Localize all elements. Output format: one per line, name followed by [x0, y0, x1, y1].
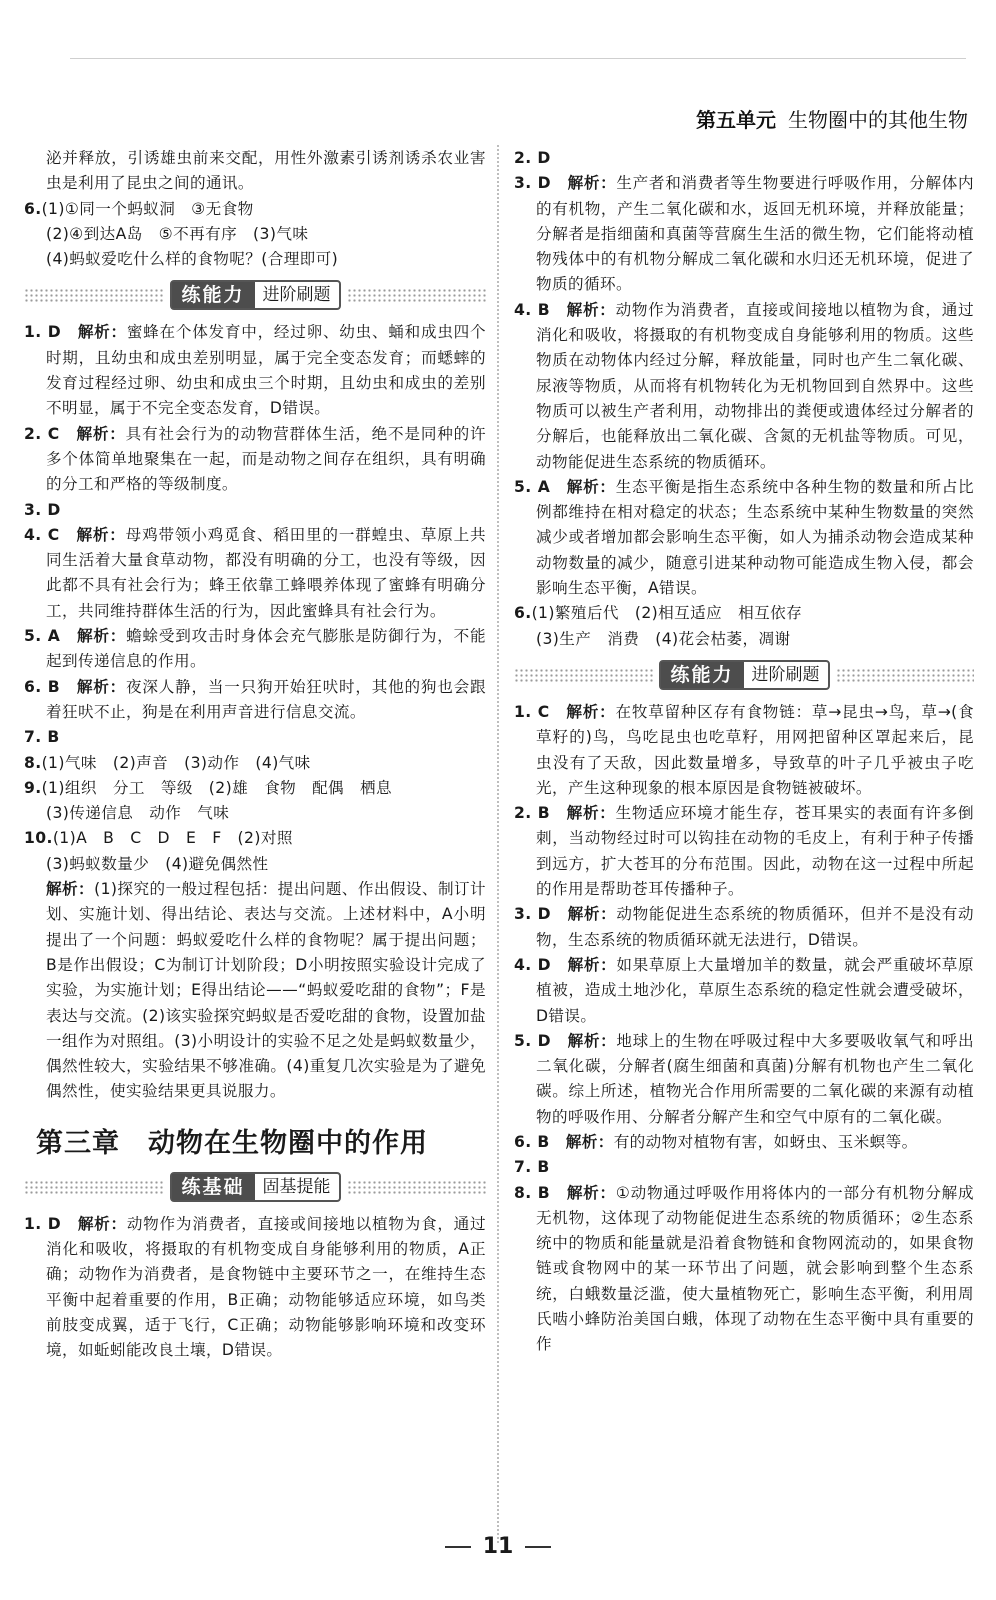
dotted-rule	[24, 1180, 164, 1194]
answer-item: 1. C 解析：在牧草留种区存有食物链：草→昆虫→鸟，草→(食草籽的)鸟，鸟吃昆虫也吃草籽，用网把留种区罩起来后，昆虫没有了天敌，因此数量增多，导致草的叶子几乎被虫子吃光，产生这种现象的根本原因是食物链被破坏。	[514, 702, 975, 797]
answer-6-line2: (2)④到达A岛 ⑤不再有序 (3)气味	[46, 224, 309, 243]
answer-item: 3. D 解析：动物能促进生态系统的物质循环，但并不是没有动物，生态系统的物质循环就无法进行，D错误。	[514, 905, 975, 949]
section-title: 练能力	[172, 282, 255, 308]
answer-6-line1: 6.(1)①同一个蚂蚁洞 ③无食物	[24, 199, 254, 218]
page-number-text: 11	[482, 1534, 514, 1559]
section-title: 练能力	[661, 662, 744, 688]
answer-10-line1: 10.(1)A B C D E F (2)对照	[24, 829, 293, 848]
unit-label: 第五单元	[696, 108, 776, 132]
answer-8: 8.(1)气味 (2)声音 (3)动作 (4)气味	[24, 753, 311, 772]
answer-item: 7. B	[24, 728, 60, 747]
answer-item: 3. D 解析：生产者和消费者等生物要进行呼吸作用，分解体内的有机物，产生二氧化碳和水，返回无机环境，并释放能量；分解者是指细菌和真菌等营腐生生活的微生物，它们能将动植物残体中的有机物分解成二氧化碳和水归还无机环境，促进了物质的循环。	[514, 174, 975, 294]
answer-item: 5. D 解析：地球上的生物在呼吸过程中大多要吸收氧气和呼出二氧化碳，分解者(腐生细菌和真菌)分解有机物也产生二氧化碳。综上所述，植物光合作用所需要的二氧化碳的来源有动植物的呼吸作用、分解者分解产生和空气中原有的二氧化碳。	[514, 1031, 975, 1126]
answer-item: 7. B	[514, 1158, 550, 1177]
section-badge	[170, 280, 341, 310]
section-badge	[659, 660, 830, 690]
answer-item: 4. B 解析：动物作为消费者，直接或间接地以植物为食，通过消化和吸收，将摄取的有机物变成自身能够利用的物质。这些物质在动物体内经过分解，释放能量，同时也产生二氧化碳、尿液等物质，从而将有机物转化为无机物回到自然界中。这些物质可以被生产者利用，动物排出的粪便或遗体经过分解者的分解后，也能释放出二氧化碳、含氮的无机盐等物质。可见，动物能促进生态系统的物质循环。	[514, 300, 974, 471]
page-number-dash	[525, 1546, 551, 1548]
section-header-ability	[514, 660, 974, 690]
section-header-basic	[24, 1172, 486, 1202]
answer-item: 1. D 解析：蜜蜂在个体发育中，经过卵、幼虫、蛹和成虫四个时期，且幼虫和成虫差别明显，属于完全变态发育；而蟋蟀的发育过程经过卵、幼虫和成虫三个时期，且幼虫和成虫的差别不明显，属于不完全变态发育，D错误。	[24, 323, 487, 418]
page-number	[0, 1534, 996, 1559]
answer-item: 3. D	[24, 500, 61, 519]
right-column	[514, 146, 974, 1358]
answer-6-line1: 6.(1)繁殖后代 (2)相互适应 相互依存	[514, 604, 803, 623]
answer-6-line3: (4)蚂蚁爱吃什么样的食物呢？(合理即可)	[46, 250, 339, 269]
answer-item: 8. B 解析：①动物通过呼吸作用将体内的一部分有机物分解成无机物，这体现了动物能促进生态系统的物质循环；②生态系统中的物质和能量就是沿着食物链和食物网流动的，如果食物链或食物网中的某一环节出了问题，就会影响到整个生态系统，白蛾数量泛滥，使大量植物死亡，影响生态平衡，利用周氏啮小蜂防治美国白蛾，体现了动物在生态平衡中具有重要的作	[514, 1183, 974, 1354]
answer-item: 4. D 解析：如果草原上大量增加羊的数量，就会严重破坏草原植被，造成土地沙化，草原生态系统的稳定性就会遭受破坏，D错误。	[514, 955, 975, 1025]
section-header-ability	[24, 280, 486, 310]
section-title: 练基础	[172, 1174, 255, 1200]
dotted-rule	[514, 668, 653, 682]
answer-item: 2. D	[514, 149, 551, 167]
dotted-rule	[24, 288, 164, 302]
header-rule	[70, 58, 966, 59]
answer-6-line2: (3)生产 消费 (4)花会枯萎，凋谢	[536, 629, 791, 648]
unit-title: 生物圈中的其他生物	[788, 108, 968, 132]
answer-9-line2: (3)传递信息 动作 气味	[46, 804, 230, 823]
section-badge	[170, 1172, 341, 1202]
section-subtitle: 进阶刷题	[751, 664, 820, 685]
column-divider	[497, 145, 499, 1543]
answer-item: 5. A 解析：生态平衡是指生态系统中各种生物的数量和所占比例都维持在相对稳定的状态；生态系统中某种生物数量的突然减少或者增加都会影响生态平衡，如人为捕杀动物会造成某种动物数量的减少，随意引进某种动物可能造成生物入侵，都会影响生态平衡，A错误。	[514, 477, 974, 598]
dotted-rule	[836, 668, 975, 682]
continued-text: 泌并释放，引诱雄虫前来交配，用性外激素引诱剂诱杀农业害虫是利用了昆虫之间的通讯。	[46, 149, 486, 193]
left-column	[24, 146, 486, 1363]
dotted-rule	[347, 1180, 487, 1194]
answer-item: 6. B 解析：有的动物对植物有害，如蚜虫、玉米螟等。	[514, 1132, 918, 1151]
section-subtitle: 进阶刷题	[262, 285, 331, 306]
answer-item: 1. D 解析：动物作为消费者，直接或间接地以植物为食，通过消化和吸收，将摄取的有机物变成自身能够利用的物质，A正确；动物作为消费者，是食物链中主要环节之一，在维持生态平衡中起着重要的作用，B正确；动物能够适应环境，如鸟类前肢变成翼，适于飞行，C正确；动物能够影响环境和改变环境，如蚯蚓能改良土壤，D错误。	[24, 1214, 487, 1360]
page-number-dash	[445, 1546, 471, 1548]
answer-item: 2. B 解析：生物适应环境才能生存，苍耳果实的表面有许多倒刺，当动物经过时可以钩挂在动物的毛皮上，有利于种子传播到远方，扩大苍耳的分布范围。因此，动物在这一过程中所起的作用是帮助苍耳传播种子。	[514, 804, 974, 899]
answer-item: 4. C 解析：母鸡带领小鸡觅食、稻田里的一群蝗虫、草原上共同生活着大量食草动物，都没有明确的分工，也没有等级，因此都不具有社会行为；蜂王依靠工蜂喂养体现了蜜蜂有明确分工，共同维持群体生活的行为，因此蜜蜂具有社会行为。	[24, 525, 487, 620]
answer-item: 2. C 解析：具有社会行为的动物营群体生活，绝不是同种的许多个体简单地聚集在一起，而是动物之间存在组织，具有明确的分工和严格的等级制度。	[24, 424, 487, 494]
answer-9-line1: 9.(1)组织 分工 等级 (2)雄 食物 配偶 栖息	[24, 778, 393, 797]
answer-10-analysis: 解析：(1)探究的一般过程包括：提出问题、作出假设、制订计划、实施计划、得出结论、表达与交流。上述材料中，A小明提出了一个问题：蚂蚁爱吃什么样的食物呢？属于提出问题；B是作出假设；C为制订计划阶段；D小明按照实验设计完成了实验，为实施计划；E得出结论——“蚂蚁爱吃甜的食物”；F是表达与交流。(2)该实验探究蚂蚁是否爱吃甜的食物，设置加盐一组作为对照组。(3)小明设计的实验不足之处是蚂蚁数量少，偶然性较大，实验结果不够准确。(4)重复几次实验是为了避免偶然性，使实验结果更具说服力。	[46, 880, 486, 1101]
answer-item: 6. B 解析：夜深人静，当一只狗开始狂吠时，其他的狗也会跟着狂吠不止，狗是在利用声音进行信息交流。	[24, 677, 486, 721]
answer-10-line2: (3)蚂蚁数量少 (4)避免偶然性	[46, 854, 269, 873]
chapter-title: 第三章 动物在生物圈中的作用	[36, 1127, 428, 1159]
dotted-rule	[347, 288, 487, 302]
answer-item: 5. A 解析：蟾蜍受到攻击时身体会充气膨胀是防御行为，不能起到传递信息的作用。	[24, 627, 487, 671]
section-subtitle: 固基提能	[262, 1176, 331, 1197]
running-header	[696, 104, 968, 133]
